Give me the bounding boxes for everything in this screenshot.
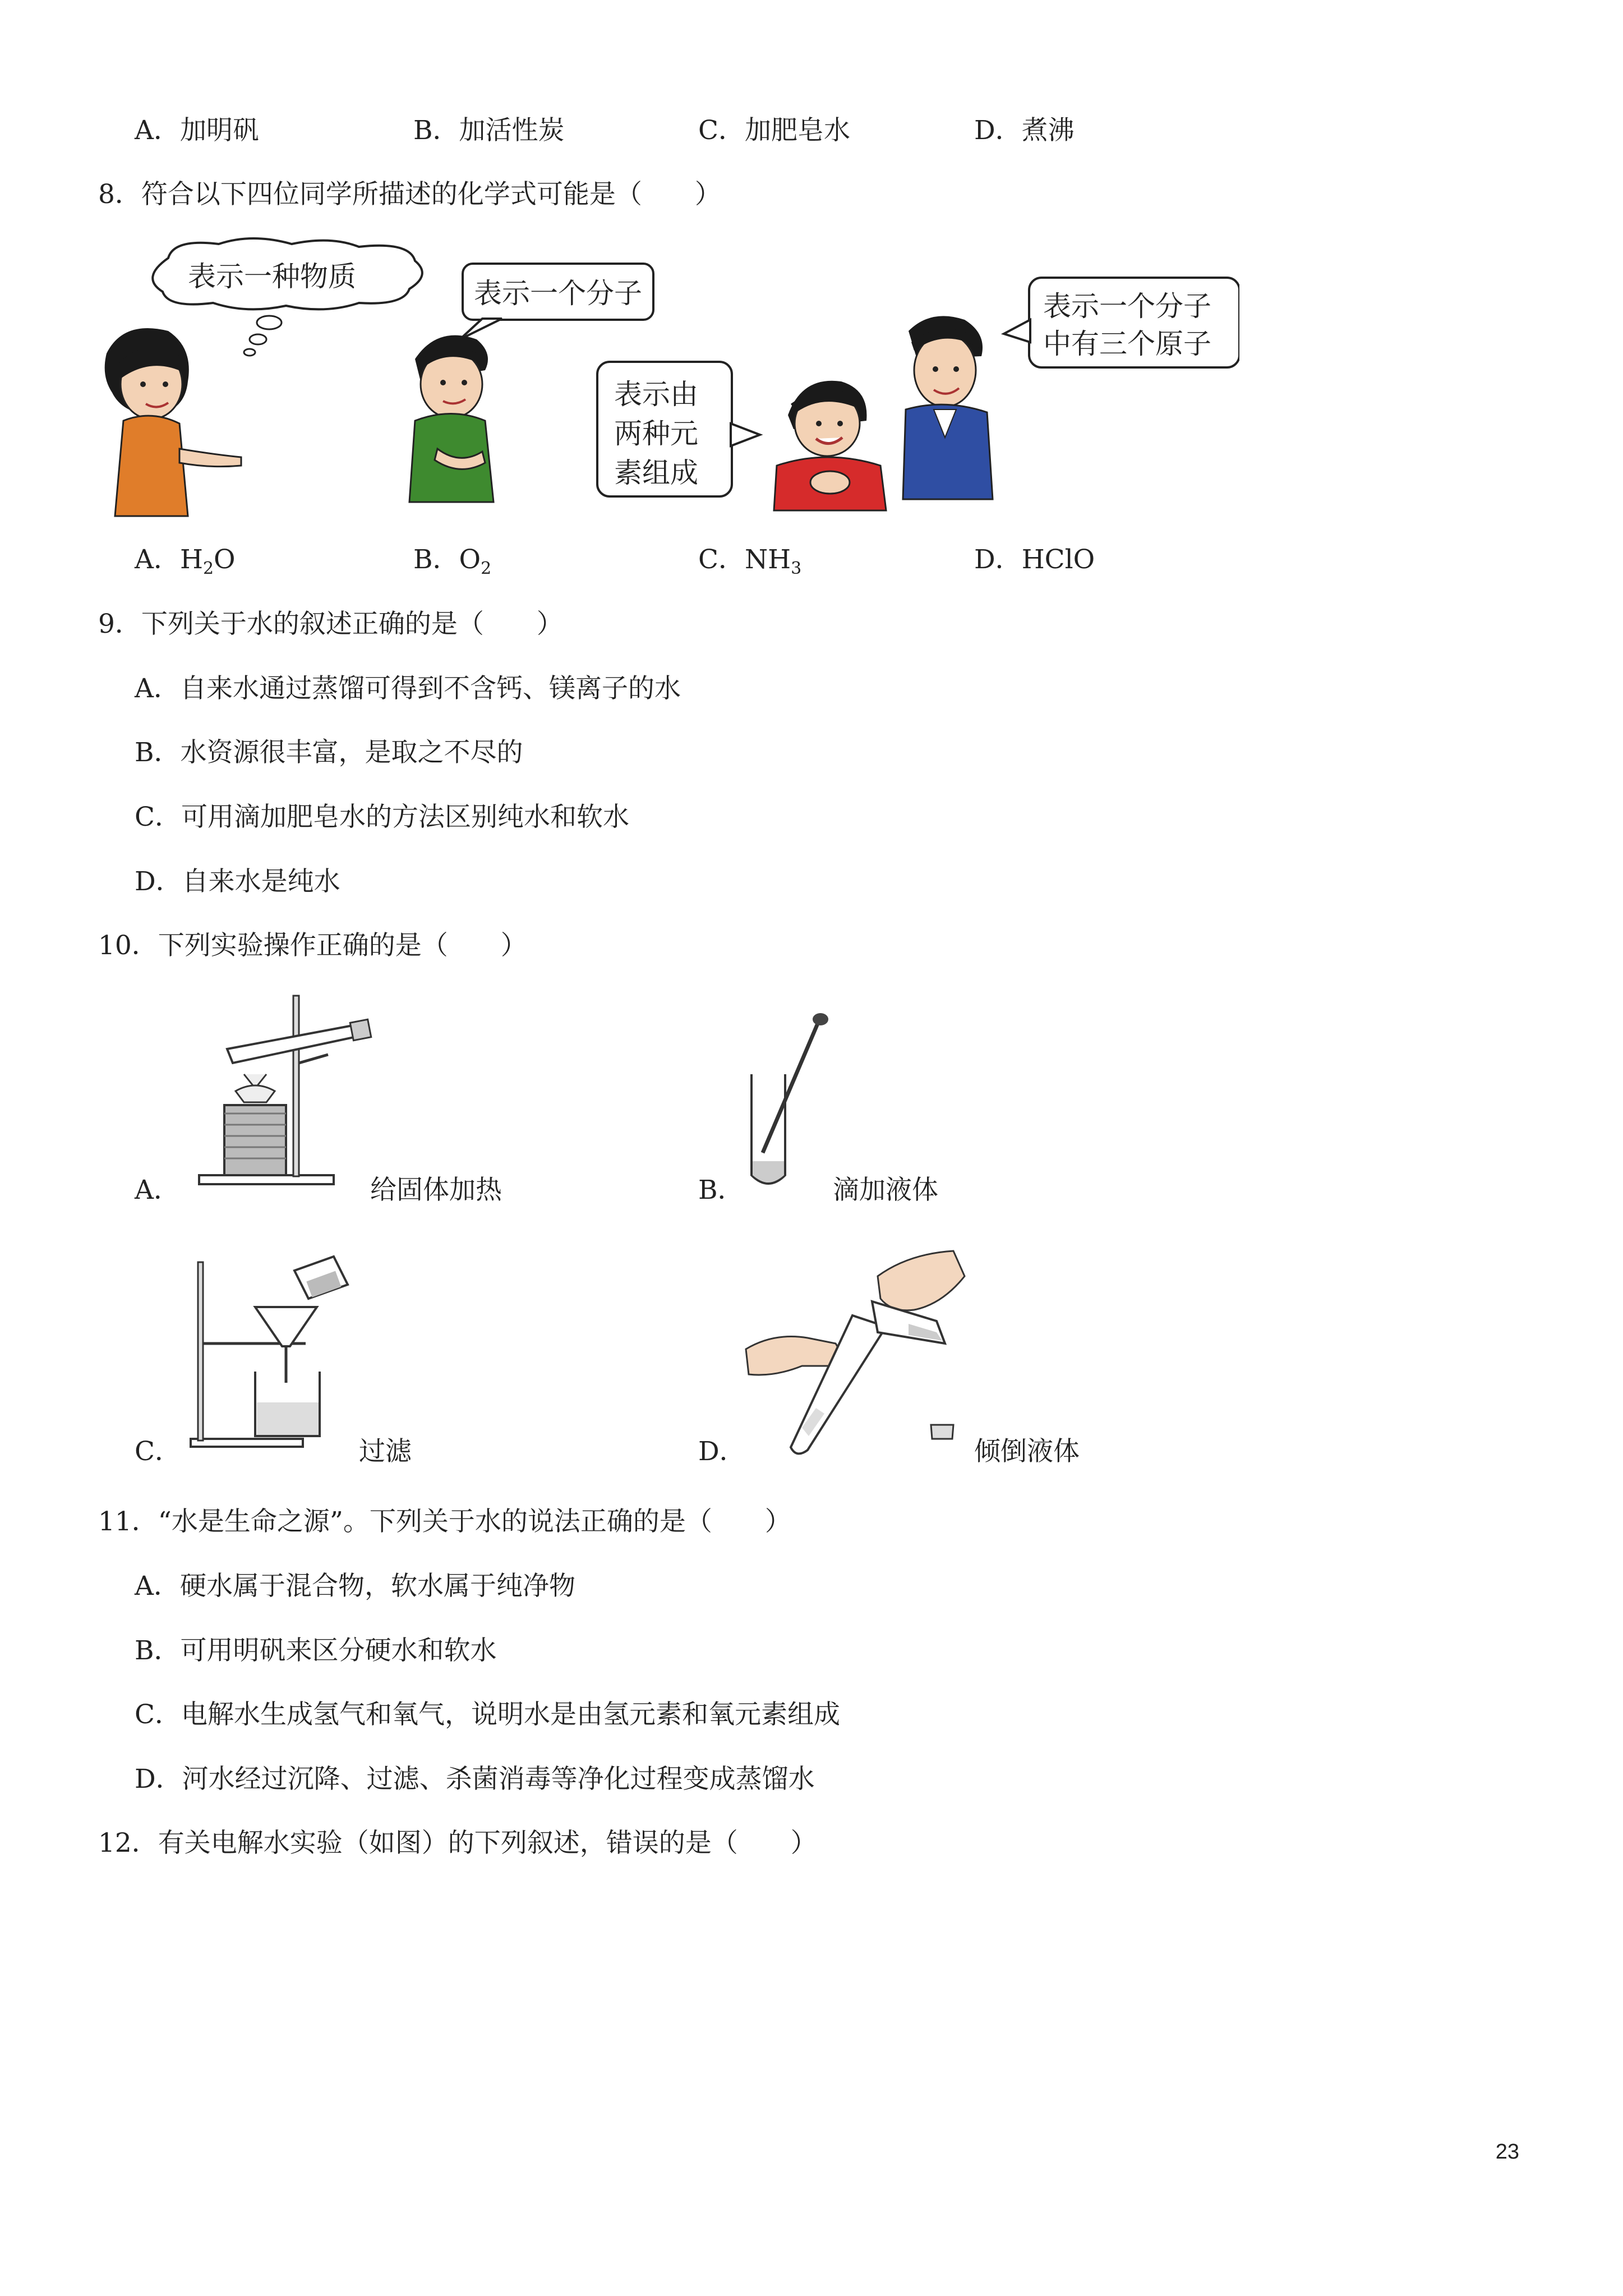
bubble-4-line-1: 表示一个分子	[1043, 290, 1211, 323]
boy-figure-3	[903, 316, 993, 499]
q10-item-a-letter: A．	[135, 1175, 180, 1205]
q7-option-c: C．加肥皂水	[698, 115, 850, 146]
q9-option-d: D．自来水是纯水	[135, 866, 340, 897]
bubble-3-line-1: 表示由	[614, 378, 698, 411]
q8-option-d: D．HClO	[974, 544, 1095, 575]
q10-item-d-letter: D．	[698, 1436, 746, 1467]
bubble-3-line-2: 两种元	[614, 417, 698, 450]
girl-figure	[105, 328, 241, 516]
q11-option-c: C．电解水生成氢气和氧气，说明水是由氢元素和氧元素组成	[135, 1699, 840, 1730]
pouring-liquid-apparatus	[740, 1243, 976, 1461]
filtration-apparatus	[188, 1254, 356, 1450]
bubble-1-text: 表示一种物质	[188, 260, 356, 293]
q8-option-c: C．$NH_3$	[698, 544, 802, 578]
q10-item-b-caption: 滴加液体	[833, 1175, 938, 1205]
speech-bubble-1	[153, 238, 422, 356]
q10-item-c-letter: C．	[135, 1436, 181, 1467]
q11-option-d: D．河水经过沉降、过滤、杀菌消毒等净化过程变成蒸馏水	[135, 1764, 815, 1795]
speech-bubble-4	[1004, 278, 1239, 367]
q12-stem: 12．有关电解水实验（如图）的下列叙述，错误的是（ ）	[98, 1828, 817, 1858]
q7-option-d: D．煮沸	[974, 115, 1075, 146]
bubble-4-line-2: 中有三个原子	[1043, 328, 1211, 360]
bubble-2-text: 表示一个分子	[474, 277, 642, 310]
q9-option-c: C．可用滴加肥皂水的方法区别纯水和软水	[135, 802, 629, 832]
boy-figure-1	[409, 335, 494, 502]
q7-option-a: A．加明矾	[135, 115, 259, 146]
q8-option-a: A．$H_2O$	[135, 544, 236, 578]
page-number: 23	[1495, 2140, 1519, 2164]
boy-figure-2	[774, 381, 886, 510]
q7-option-b: B．加活性炭	[413, 115, 565, 146]
q10-stem: 10．下列实验操作正确的是（ ）	[98, 930, 527, 961]
q11-stem: 11．“水是生命之源”。下列关于水的说法正确的是（ ）	[98, 1506, 791, 1537]
q10-item-b-letter: B．	[698, 1175, 744, 1205]
q8-cartoon-figure	[90, 236, 1239, 533]
q8-stem: 8．符合以下四位同学所描述的化学式可能是（ ）	[98, 179, 721, 210]
dropping-liquid-apparatus	[746, 1013, 836, 1195]
q11-option-a: A．硬水属于混合物，软水属于纯净物	[135, 1571, 575, 1602]
q9-stem: 9．下列关于水的叙述正确的是（ ）	[98, 609, 563, 639]
speech-bubble-3	[597, 362, 760, 496]
q9-option-b: B．水资源很丰富，是取之不尽的	[135, 737, 523, 768]
q10-item-a-caption: 给固体加热	[370, 1175, 502, 1205]
speech-bubble-2	[460, 264, 653, 339]
q10-item-d-caption: 倾倒液体	[974, 1436, 1080, 1467]
q9-option-a: A．自来水通过蒸馏可得到不含钙、镁离子的水	[135, 673, 681, 704]
q8-option-b: B．$O_2$	[413, 544, 492, 578]
q10-item-c-caption: 过滤	[359, 1436, 412, 1467]
heating-solid-apparatus	[193, 990, 379, 1189]
q11-option-b: B．可用明矾来区分硬水和软水	[135, 1635, 497, 1666]
bubble-3-line-3: 素组成	[614, 457, 698, 489]
